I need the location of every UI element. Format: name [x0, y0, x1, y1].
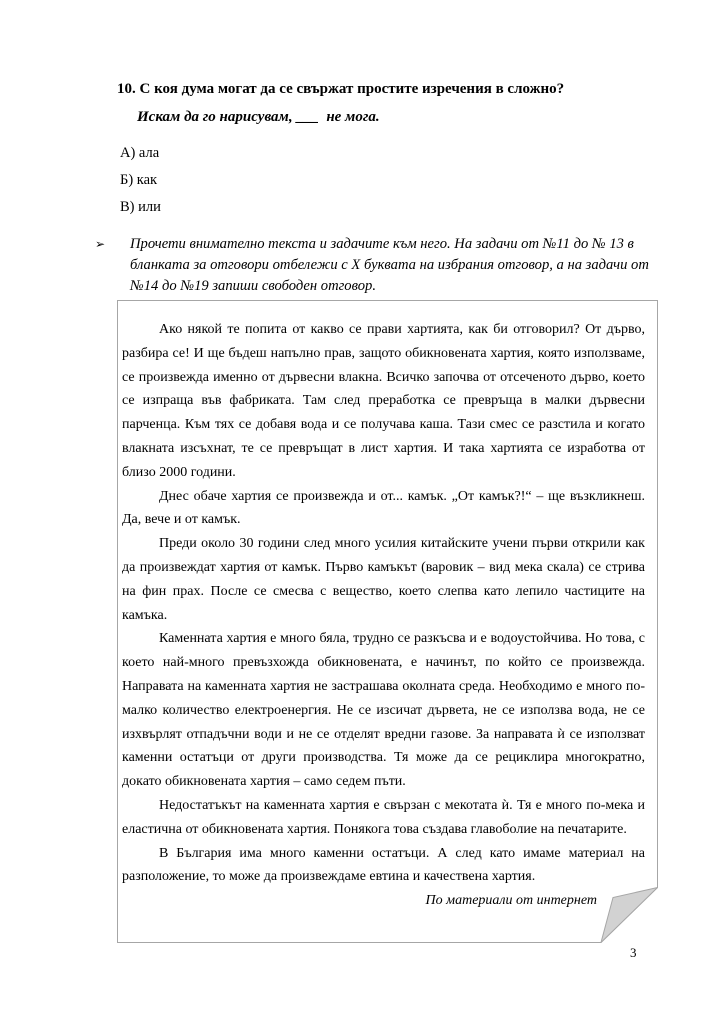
reading-passage-box — [117, 300, 658, 943]
passage-attribution: По материали от интернет — [425, 893, 597, 909]
answer-option-v: В) или — [120, 199, 161, 215]
arrow-bullet-icon: ➢ — [95, 237, 106, 251]
passage-paragraph: В България има много каменни остатъци. А след като имаме материал на разположение, то може да произвеждаме евтина и качествена хартия. — [122, 845, 645, 885]
answer-option-b: Б) как — [120, 172, 158, 188]
instruction-text: Прочети внимателно текста и задачите към него. На задачи от №11 до № 13 в бланката за отговори отбележи с Х буквата на избрания отговор, а на задачи от №14 до №19 запиши свободен отговор. — [130, 236, 649, 294]
passage-paragraph: Недостатъкът на каменната хартия е свързан с мекотата ѝ. Тя е много по-мека и еластична от обикновената хартия. Понякога това създава главоболие на печатарите. — [122, 797, 645, 837]
question-example-sentence: Искам да го нарисувам, ___ не мога. — [137, 109, 380, 125]
passage-paragraph: Ако някой те попита от какво се прави хартията, как би отговорил? От дърво, разбира се! И ще бъдеш напълно прав, защото обикновената хартия, която използваме, се произвежда именно от дървесни влакна. Всичко започва от отсеченото дърво, което се изпраща във фабриката. Там след преработка се превръща в малки дървесни парченца. Към тях се добавя вода и се получава каша. Тази смес се разстила и когато влакната изсъхнат, те се превръщат в лист хартия. И така хартията се изработва от близо 2000 години. — [122, 322, 645, 480]
instruction-note — [95, 234, 650, 297]
passage-paragraph: Каменната хартия е много бяла, трудно се разкъсва и е водоустойчива. Но това, с което най-много превъзхожда обикновената, е начинът, по който се произвежда. Направата на каменната хартия не застрашава околната среда. Необходимо е много по-малко количество електроенергия. Не се изсичат дървета, не се използва вода, не се изхвърлят отпадъчни води и не се отделят вредни газове. За направата ѝ се използват каменни остатъци от други производства. Тя може да се рециклира многократно, докато обикновената хартия – само седем пъти. — [122, 631, 645, 790]
question-title: 10. С коя дума могат да се свържат простите изречения в сложно? — [117, 81, 565, 97]
page-number: 3 — [630, 945, 637, 960]
answer-option-a: А) ала — [120, 145, 160, 161]
passage-text — [117, 300, 658, 913]
passage-paragraph: Преди около 30 години след много усилия китайските учени първи открили как да произвеждат хартия от камък. Първо камъкът (варовик – вид мека скала) се стрива на фин прах. После се смесва с вещество, което слепва като лепило частиците на камъка. — [122, 536, 645, 623]
passage-paragraph: Днес обаче хартия се произвежда и от... камък. „От камък?!“ – ще възкликнеш. Да, вече и от камък. — [122, 488, 645, 528]
